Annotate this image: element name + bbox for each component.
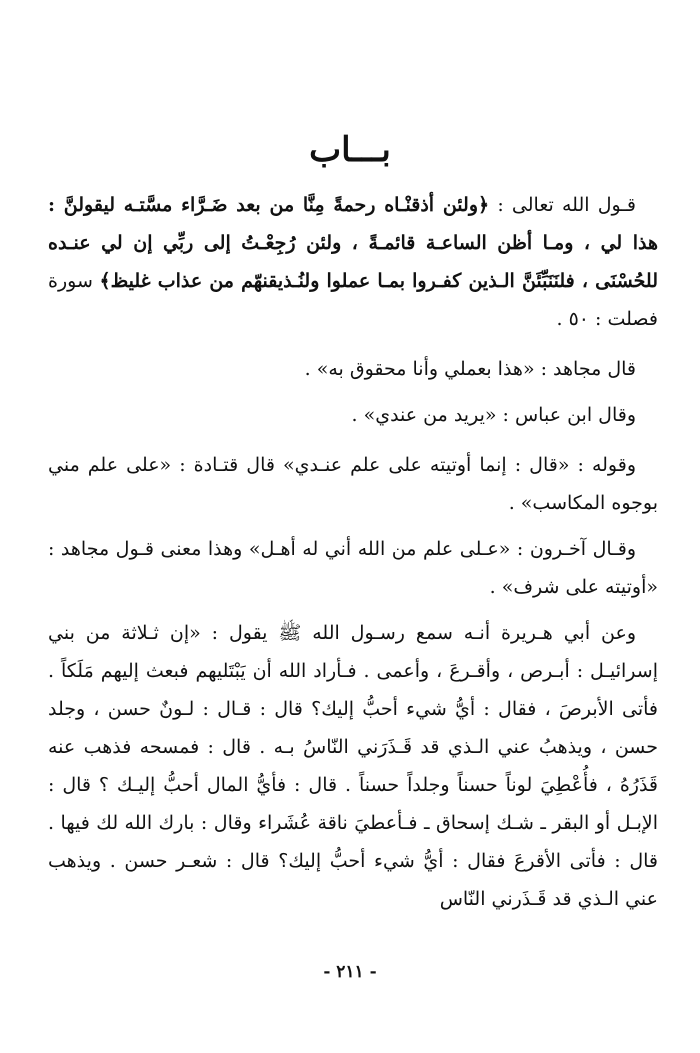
paragraph-mujahid — [48, 350, 658, 388]
paragraph-text: وعن أبي هـريرة أنـه سمع رسـول الله ﷺ يقول : «إن ثـلاثة من بني إسرائيـل : أبـرص ، وأقـرعَ ، وأعمى . فـأراد الله أن يَبْتَليهم فبعث إليهم مَلَكاً . فأتى الأبرصَ ، فقال : أيُّ شيء أحبُّ إليك؟ قال : قـال : لـونٌ حسن ، وجلد حسن ، ويذهبُ عني الـذي قد قَـذَرَني النّاسُ بـه . قال : فمسحه فذهب عنه قَذَرُهُ ، فأُعْطِيَ لوناً حسناً وجلداً حسناً . قال : فأيُّ المال أحبُّ إليـك ؟ قال : الإبـل أو البقر ـ شـك إسحاق ـ فـأعطيَ ناقة عُشَراء وقال : بارك الله لك فيها . قال : فأتى الأقرعَ فقال : أيُّ شيء أحبُّ إليك؟ قال : شعـر حسن . ويذهب عني الـذي قد قَـذَرني النّاس — [48, 622, 658, 910]
paragraph-hadith — [48, 614, 658, 918]
paragraph-text: وقوله : «قال : إنما أوتيته على علم عنـدي» قال قتـادة : «على علم مني بوجوه المكاسب» . — [48, 454, 658, 514]
paragraph-text: قال مجاهد : «هذا بعملي وأنا محقوق به» . — [304, 358, 636, 380]
paragraph-text: وقـال آخـرون : «عـلى علم من الله أني له أهـل» وهذا معنى قـول مجاهد : «أوتيته على شرف» . — [48, 538, 658, 598]
chapter-title: بـــاب — [309, 130, 391, 170]
paragraph-others — [48, 530, 658, 606]
paragraph-qatada — [48, 446, 658, 522]
paragraph-ibn-abbas — [48, 396, 658, 434]
verse-intro: قـول الله تعالى : — [489, 194, 636, 216]
surah-reference: سورة فصلت : ٥٠ . — [48, 270, 658, 330]
paragraph-text: وقال ابن عباس : «يريد من عندي» . — [351, 404, 636, 426]
quran-verse-text: ﴿ولئن أذقنْـاه رحمةً مِنَّا من بعد ضَـرَّاء مسَّتـه ليقولنَّ : هذا لي ، ومـا أظن الساعـة قائمـةً ، ولئن رُجِعْـتُ إلى ربِّي إن لي عنـده للحُسْنَى ، فلنَنَبِّئَنَّ الـذين كفـروا بمـا عملوا ولنُـذيقنهّم من عذاب غليظ﴾ — [48, 194, 658, 292]
paragraph-quran-verse — [48, 186, 658, 338]
page-number: - ٢١١ - — [323, 962, 377, 982]
